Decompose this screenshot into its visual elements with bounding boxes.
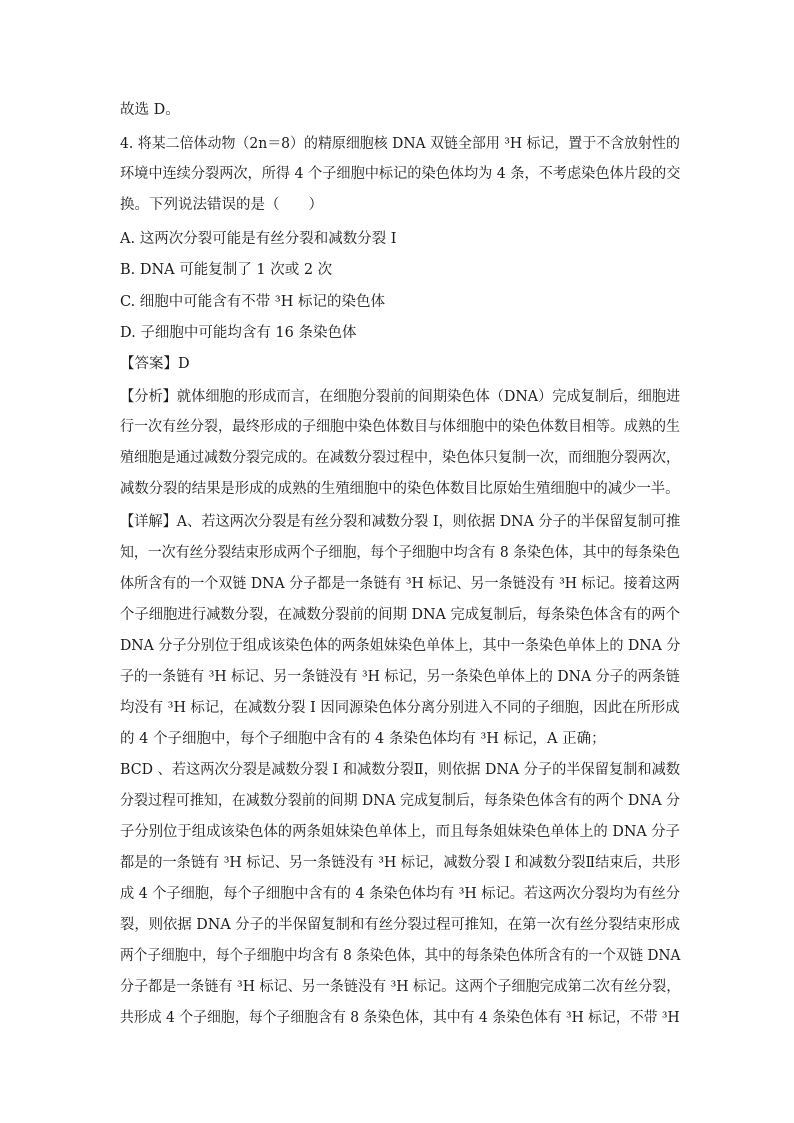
detail-line-1: 【详解】A、若这两次分裂是有丝分裂和减数分裂 I，则依据 DNA 分子的半保留复制可推 — [120, 514, 681, 530]
detail-line-4: 个子细胞进行减数分裂，在减数分裂前的间期 DNA 完成复制后，每条染色体含有的两个 — [120, 607, 680, 623]
detail-line-15: 两个子细胞中，每个子细胞中均含有 8 条染色体，其中的每条染色体所含有的一个双链 DNA — [120, 948, 681, 964]
detail-line-3: 体所含有的一个双链 DNA 分子都是一条链有 ³H 标记、另一条链没有 ³H 标记。接着这两 — [120, 576, 680, 592]
option-b: B. DNA 可能复制了 1 次或 2 次 — [120, 262, 333, 278]
detail-line-17: 共形成 4 个子细胞，每个子细胞含有 8 条染色体，其中有 4 条染色体有 ³H 标记，不带 ³H — [120, 1010, 680, 1026]
detail-line-12: 都是的一条链有 ³H 标记、另一条链没有 ³H 标记，减数分裂 I 和减数分裂Ⅱ结束后，共形 — [120, 855, 681, 871]
detail-line-6: 子的一条链有 ³H 标记、另一条链没有 ³H 标记，另一条染色单体上的 DNA 分子的两条链 — [120, 669, 680, 685]
detail-line-13: 成 4 个子细胞，每个子细胞中含有的 4 条染色体均有 ³H 标记。若这两次分裂均为有丝分 — [120, 886, 681, 902]
analysis-line-1: 【分析】就体细胞的形成而言，在细胞分裂前的间期染色体（DNA）完成复制后，细胞进 — [120, 389, 681, 405]
option-c: C. 细胞中可能含有不带 ³H 标记的染色体 — [120, 294, 385, 310]
detail-line-16: 分子都是一条链有 ³H 标记、另一条链没有 ³H 标记。这两个子细胞完成第二次有丝分裂， — [120, 979, 681, 995]
detail-line-10: 分裂过程可推知，在减数分裂前的间期 DNA 完成复制后，每条染色体含有的两个 DNA 分 — [120, 793, 681, 809]
detail-line-2: 知，一次有丝分裂结束形成两个子细胞，每个子细胞中均含有 8 条染色体，其中的每条染色 — [120, 545, 680, 561]
analysis-line-2: 行一次有丝分裂，最终形成的子细胞中染色体数目与体细胞中的染色体数目相等。成熟的生 — [120, 419, 680, 435]
analysis-line-3: 殖细胞是通过减数分裂完成的。在减数分裂过程中，染色体只复制一次，而细胞分裂两次， — [120, 450, 680, 466]
detail-line-5: DNA 分子分别位于组成该染色体的两条姐妹染色单体上，其中一条染色单体上的 DNA 分 — [120, 638, 681, 654]
detail-line-9: BCD 、若这两次分裂是减数分裂 I 和减数分裂Ⅱ，则依据 DNA 分子的半保留复制和减数 — [120, 762, 681, 778]
detail-line-11: 子分别位于组成该染色体的两条姐妹染色单体上，而且每条姐妹染色单体上的 DNA 分子 — [120, 824, 680, 840]
detail-line-14: 裂，则依据 DNA 分子的半保留复制和有丝分裂过程可推知，在第一次有丝分裂结束形成 — [120, 917, 680, 933]
option-a: A. 这两次分裂可能是有丝分裂和减数分裂 I — [120, 231, 397, 247]
question-stem-line-1: 4. 将某二倍体动物（2n＝8）的精原细胞核 DNA 双链全部用 ³H 标记，置于不含放射性的 — [120, 136, 680, 152]
detail-line-7: 均没有 ³H 标记，在减数分裂 I 因同源染色体分离分别进入不同的子细胞，因此在所形成 — [120, 700, 680, 716]
analysis-line-4: 减数分裂的结果是形成的成熟的生殖细胞中的染色体数目比原始生殖细胞中的减少一半。 — [120, 481, 680, 497]
text-line-conclusion: 故选 D。 — [120, 102, 180, 118]
question-stem-line-3: 换。下列说法错误的是（ ） — [120, 197, 323, 213]
answer-line: 【答案】D — [120, 356, 190, 372]
question-stem-line-2: 环境中连续分裂两次，所得 4 个子细胞中标记的染色体均为 4 条，不考虑染色体片段的交 — [120, 166, 681, 182]
detail-line-8: 的 4 个子细胞中，每个子细胞中含有的 4 条染色体均有 ³H 标记，A 正确； — [120, 731, 606, 747]
option-d: D. 子细胞中可能均含有 16 条染色体 — [120, 325, 357, 341]
